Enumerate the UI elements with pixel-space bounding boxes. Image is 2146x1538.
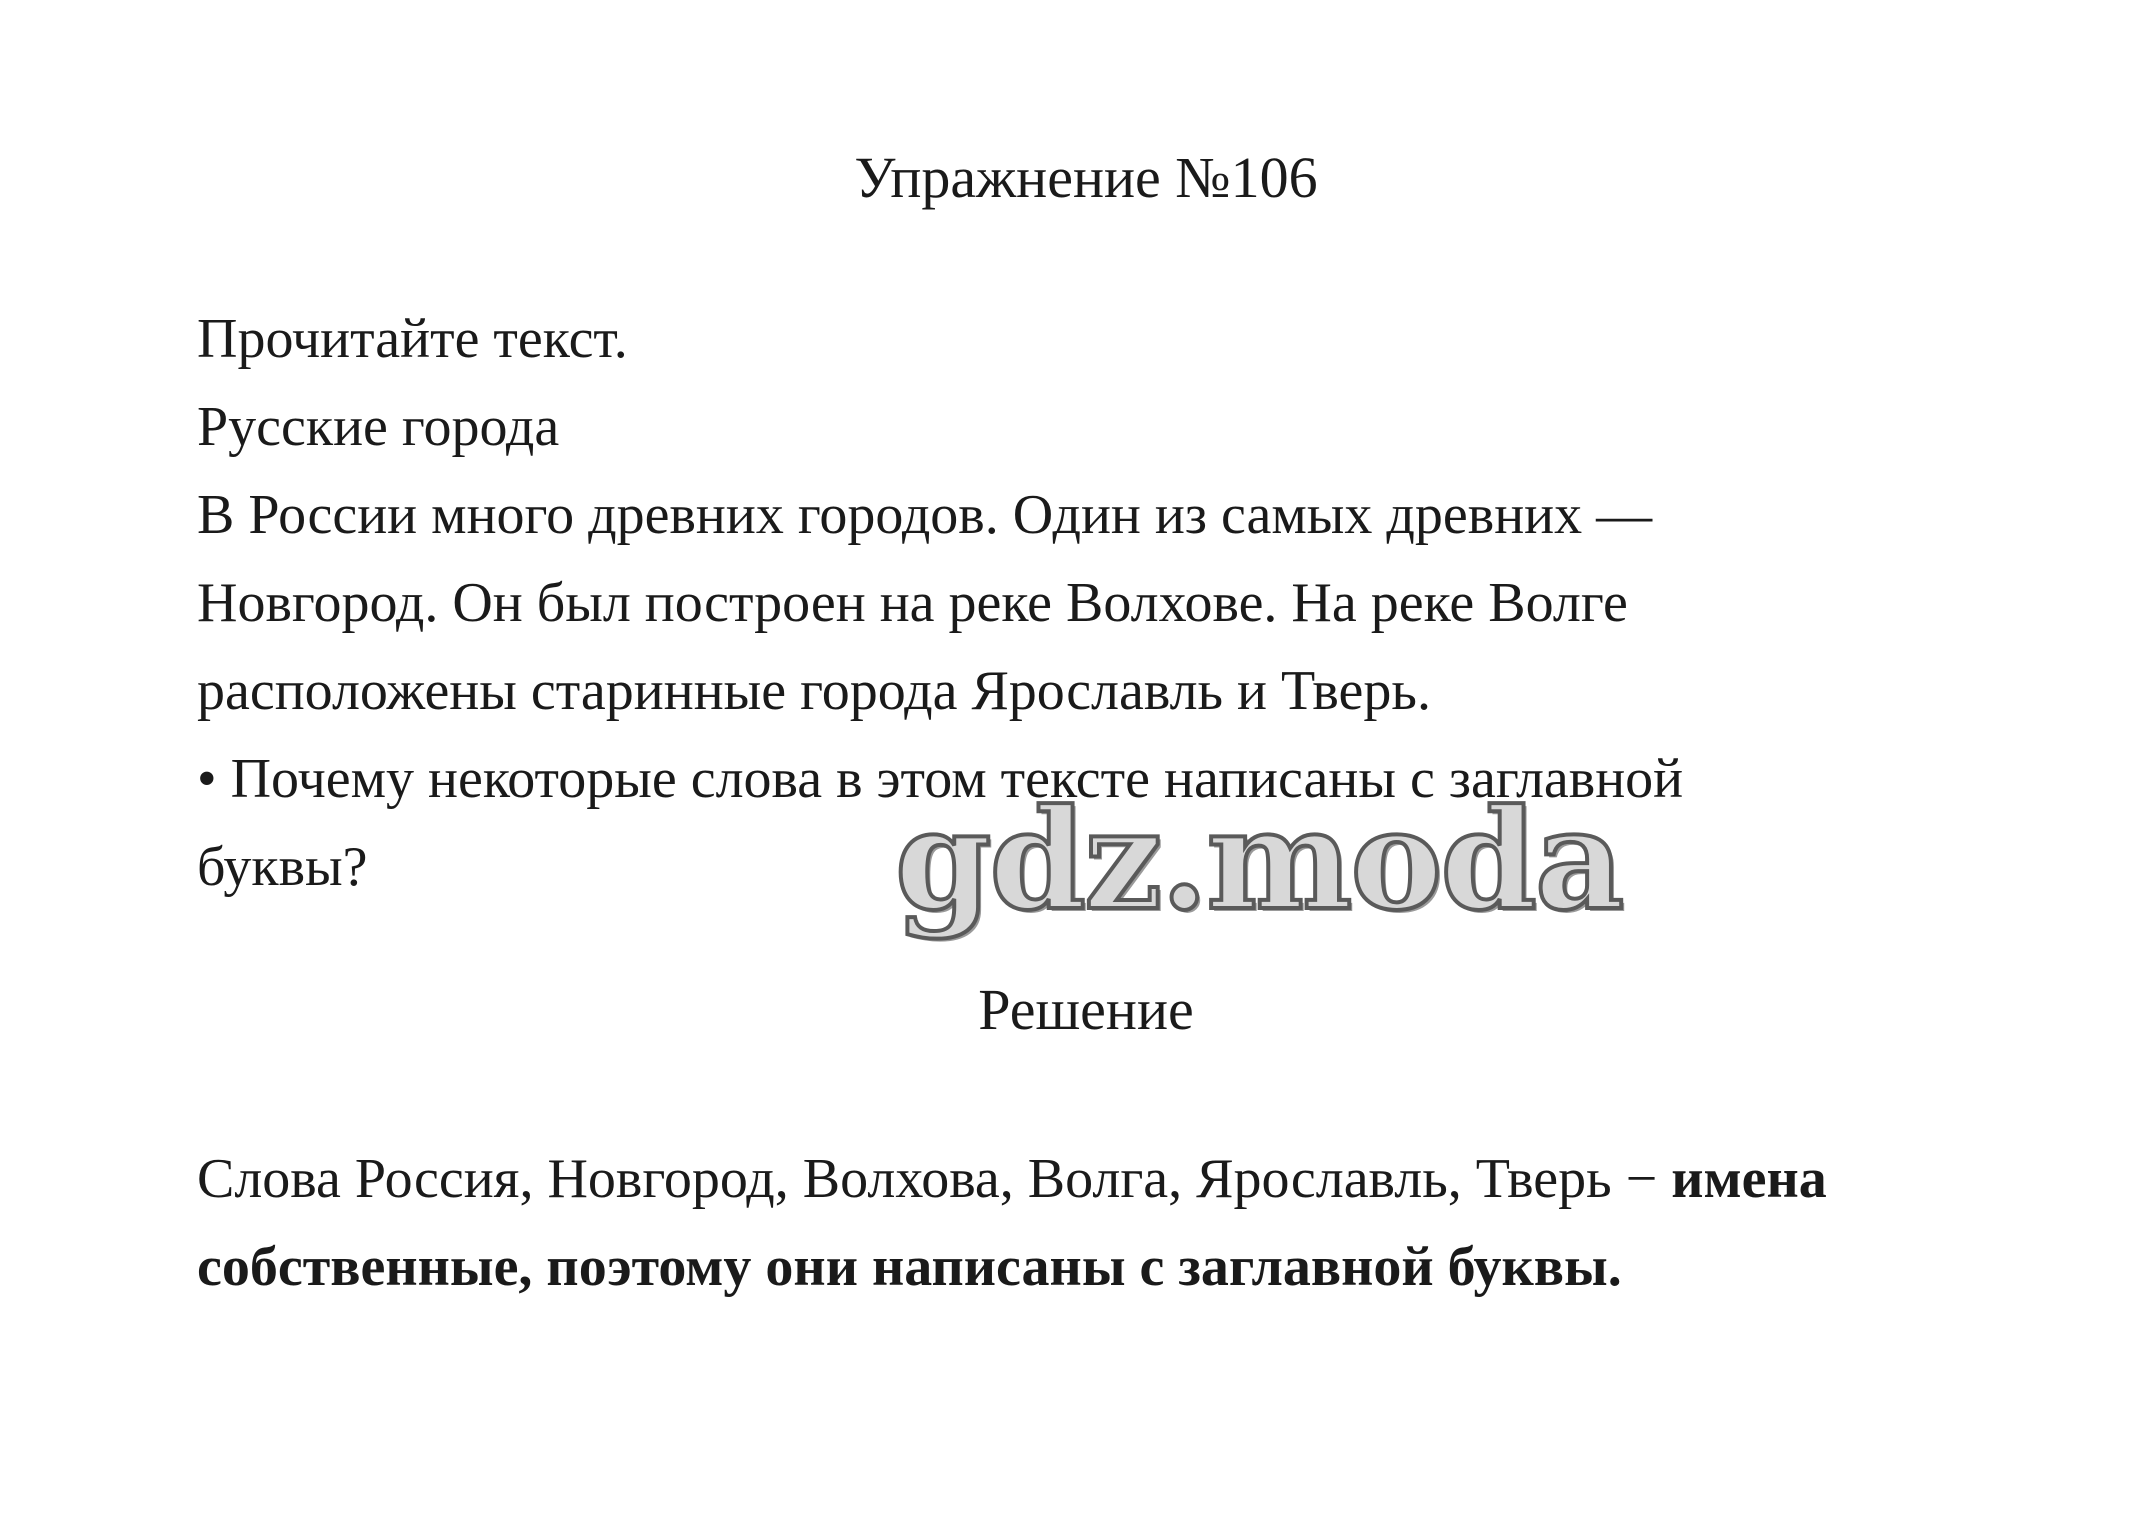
answer-line-1 [197, 1135, 2077, 1223]
question-line-1: • Почему некоторые слова в этом тексте написаны с заглавной [197, 748, 1684, 810]
solution-answer [197, 1135, 2077, 1311]
text-line-1: В России много древних городов. Один из самых древних — [197, 484, 1653, 546]
text-line-3: расположены старинные города Ярославль и Тверь. [197, 660, 1431, 722]
text-title: Русские города [197, 396, 560, 458]
solution-heading: Решение [978, 977, 1194, 1042]
text-line-2: Новгород. Он был построен на реке Волхове. На реке Волге [197, 572, 1628, 634]
answer-regular-text: Слова Россия, Новгород, Волхова, Волга, Ярославль, Тверь − [197, 1148, 1672, 1210]
task-instruction: Прочитайте текст. [197, 308, 628, 370]
answer-line-2 [197, 1223, 2077, 1311]
watermark-logo: gdz.moda [895, 778, 1623, 941]
answer-bold-text-1: имена [1671, 1148, 1827, 1210]
answer-bold-text-2: собственные, поэтому они написаны с заглавной буквы. [197, 1236, 1622, 1298]
exercise-title: Упражнение №106 [854, 145, 1318, 210]
question-line-2: буквы? [197, 836, 368, 898]
